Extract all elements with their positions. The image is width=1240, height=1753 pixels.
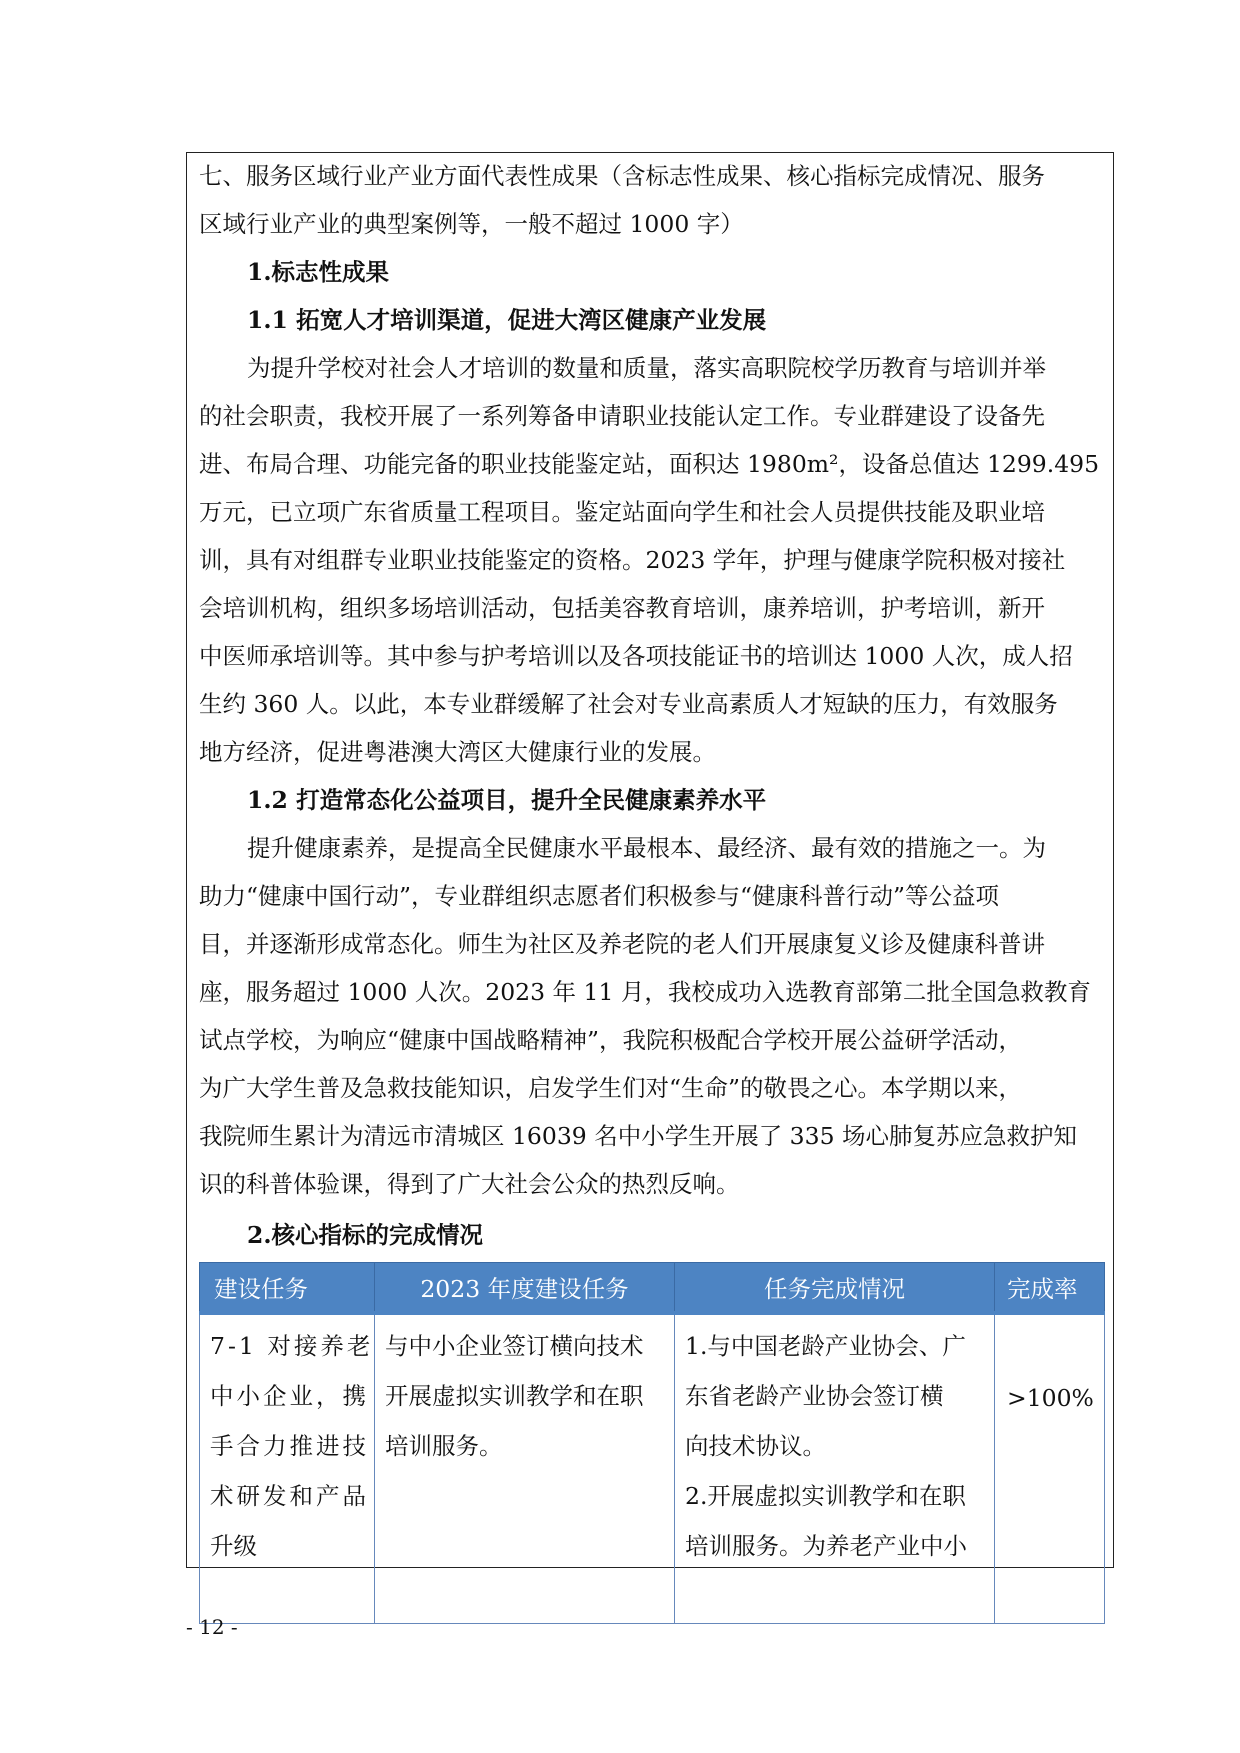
table-header-cell: 任务完成情况 [675, 1263, 995, 1314]
section-heading-line: 七、服务区域行业产业方面代表性成果（含标志性成果、核心指标完成情况、服务 [199, 162, 1045, 190]
page-number: - 12 - [186, 1615, 238, 1639]
completion-rate-cell: >100% [995, 1313, 1105, 1624]
paragraph-line: 座，服务超过 1000 人次。2023 年 11 月，我校成功入选教育部第二批全国急救教育 [199, 978, 1091, 1006]
paragraph-line: 识的科普体验课，得到了广大社会公众的热烈反响。 [199, 1170, 740, 1198]
table-header-cell: 建设任务 [200, 1263, 375, 1314]
paragraph-line: 进、布局合理、功能完备的职业技能鉴定站，面积达 1980m²，设备总值达 1299.495 [199, 450, 1100, 478]
indicator-table [199, 1262, 1104, 1624]
cell-line: 开展虚拟实训教学和在职 [385, 1382, 644, 1410]
table-header-cell: 2023 年度建设任务 [375, 1263, 675, 1314]
section-heading-line: 区域行业产业的典型案例等，一般不超过 1000 字） [199, 210, 744, 238]
heading-1-1: 1.1 拓宽人才培训渠道，促进大湾区健康产业发展 [247, 306, 767, 334]
paragraph-line: 提升健康素养，是提高全民健康水平最根本、最经济、最有效的措施之一。为 [247, 834, 1046, 862]
paragraph-line: 地方经济，促进粤港澳大湾区大健康行业的发展。 [199, 738, 716, 766]
cell-line: 中小企业，携 [210, 1382, 369, 1410]
cell-line: 升级 [210, 1532, 257, 1560]
cell-line: 1.与中国老龄产业协会、广 [685, 1332, 966, 1360]
cell-line: 培训服务。 [385, 1432, 503, 1460]
table-header-cell: 完成率 [995, 1263, 1105, 1314]
cell-line: 向技术协议。 [685, 1432, 826, 1460]
cell-line: 与中小企业签订横向技术 [385, 1332, 644, 1360]
heading-1-2: 1.2 打造常态化公益项目，提升全民健康素养水平 [247, 786, 767, 814]
paragraph-line: 生约 360 人。以此，本专业群缓解了社会对专业高素质人才短缺的压力，有效服务 [199, 690, 1058, 718]
annual-task-cell [375, 1313, 675, 1624]
cell-line: 2.开展虚拟实训教学和在职 [685, 1482, 966, 1510]
heading-2: 2.核心指标的完成情况 [247, 1221, 484, 1249]
paragraph-line: 的社会职责，我校开展了一系列筹备申请职业技能认定工作。专业群建设了设备先 [199, 402, 1045, 430]
task-cell [200, 1313, 375, 1624]
table-row [200, 1313, 1105, 1624]
paragraph-line: 助力“健康中国行动”，专业群组织志愿者们积极参与“健康科普行动”等公益项 [199, 882, 1000, 910]
paragraph-line: 万元，已立项广东省质量工程项目。鉴定站面向学生和社会人员提供技能及职业培 [199, 498, 1045, 526]
cell-line: 东省老龄产业协会签订横 [685, 1382, 944, 1410]
paragraph-line: 我院师生累计为清远市清城区 16039 名中小学生开展了 335 场心肺复苏应急救护知 [199, 1122, 1077, 1150]
cell-line: 术研发和产品 [210, 1482, 369, 1510]
cell-line: 7-1 对接养老 [210, 1332, 374, 1360]
paragraph-line: 目，并逐渐形成常态化。师生为社区及养老院的老人们开展康复义诊及健康科普讲 [199, 930, 1045, 958]
paragraph-line: 试点学校，为响应“健康中国战略精神”，我院积极配合学校开展公益研学活动， [199, 1026, 1023, 1054]
paragraph-line: 会培训机构，组织多场培训活动，包括美容教育培训，康养培训，护考培训，新开 [199, 594, 1045, 622]
paragraph-line: 为广大学生普及急救技能知识，启发学生们对“生命”的敬畏之心。本学期以来， [199, 1074, 1023, 1102]
heading-1: 1.标志性成果 [247, 258, 390, 286]
cell-line: 培训服务。为养老产业中小 [685, 1532, 967, 1560]
paragraph-line: 为提升学校对社会人才培训的数量和质量，落实高职院校学历教育与培训并举 [247, 354, 1046, 382]
paragraph-line: 中医师承培训等。其中参与护考培训以及各项技能证书的培训达 1000 人次，成人招 [199, 642, 1073, 670]
paragraph-line: 训，具有对组群专业职业技能鉴定的资格。2023 学年，护理与健康学院积极对接社 [199, 546, 1066, 574]
table-header-row [200, 1263, 1105, 1314]
status-cell [675, 1313, 995, 1624]
cell-line: 手合力推进技 [210, 1432, 369, 1460]
